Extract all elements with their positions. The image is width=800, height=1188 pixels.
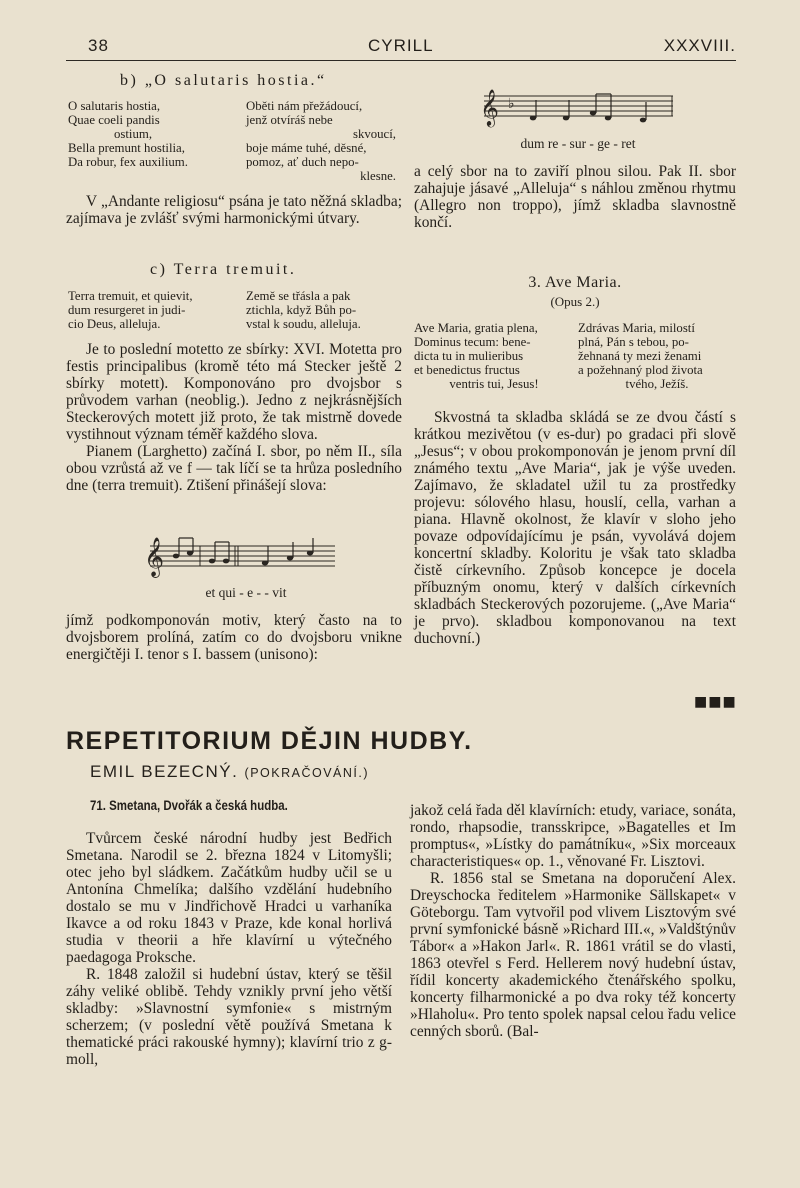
hymn-c-parallel-text [68, 289, 400, 337]
paragraph-alleluja: a celý sbor na to zaviří plnou silou. Pak II. sbor zahajuje jásavé „Alleluja“ s náhlou změnou rhytmu (Allegro non troppo), jímž skladba slavnostně končí. [414, 163, 736, 231]
latin-text-c: Terra tremuit, et quievit, dum resurgeret in judi- cio Deus, alleluja. [68, 289, 193, 331]
music-notation-et-quievit [140, 532, 340, 582]
page-number: 38 [88, 36, 109, 55]
paragraph-andante: V „Andante religiosu“ psána je tato něžná skladba; zajímava je zvlášť svými harmonickými útvary. [66, 193, 402, 227]
paragraph-motetto: Je to poslední motetto ze sbírky: XVI. Motetta pro festis principalibus (kromě této má Stecker ještě 2 sbírky motett). Komponováno pro dvojsbor s průvodem varhan (neoblig.). Jedno z nejkrásnějších Steckerových motett již proto, že tak mistrně dovede vystihnout význam téměř každého slova. Pianem (Larghetto) začíná I. sbor, po něm II., síla obou vzrůstá až ve f — tak líčí se ta hrůza posledního dne (terra tremuit). Ztišení přinášejí slova: [66, 341, 402, 494]
hymn-b-parallel-text [68, 99, 400, 199]
latin-text-ave: Ave Maria, gratia plena, Dominus tecum: bene- dicta tu in mulieribus et benedictus fructus ventris tui, Jesus! [414, 321, 539, 391]
article-title: REPETITORIUM DĚJIN HUDBY. [66, 727, 473, 755]
czech-text-ave: Zdrávas Maria, milostí plná, Pán s tebou, po- žehnaná ty mezi ženami a požehnaný plod života tvého, Ježíš. [578, 321, 703, 391]
article-right-column: jakož celá řada děl klavírních: etudy, variace, sonáta, rondo, rhapsodie, transskripce, »Bagatelles et Im promptus«, »Lístky do památníku«, »Six morceaux characteristiques« op. 1., věnované Fr. Lisztovi. R. 1856 stal se Smetana na doporučení Alex. Dreyschocka ředitelem »Harmonike Sällskapet« v Göteborgu. Tam vytvořil pod vlivem Lisztovým své první symfonické básně »Richard III.«, »Valdštýnův Tábor« a »Hakon Jarl«. R. 1861 vrátil se do vlasti, 1863 otevřel s Ferd. Hellerem nový hudební ústav, řídil koncerty akademického čtenářského spolku, koncerty filharmonické a po dva roky též koncerty »Hlaholu«. Pro tento spolek napsal celou řadu velice cenných sborů. (Bal- [410, 802, 736, 1040]
section-title-c: c) Terra tremuit. [150, 261, 297, 278]
svg-text:𝄞: 𝄞 [480, 88, 499, 126]
latin-text-b: O salutaris hostia, Quae coeli pandis ostium, Bella premunt hostilia, Da robur, fex auxilium. [68, 99, 188, 169]
svg-text:♭: ♭ [508, 96, 515, 112]
journal-title: CYRILL [368, 36, 434, 55]
paragraph-ave-maria: Skvostná ta skladba skládá se ze dvou částí s krátkou mezivětou (v es-dur) po gradaci při slově „Jesus“; v obou prokomponován je jenom první díl známého textu „Ave Maria“, jak je výše uveden. Zajímavo, že skladatel užil tu za prostředky projevu: sólového hlasu, houslí, cella, varhan a piana. Hlavně okolnost, že klavír v sloho jeho povaze odpovídajícímu je psán, vyvolává dojem koncertní skladby. Koloritu je však tato skladba čistě církevního. Způsob koncepce je docela příbuzným onomu, který v dalších církevních skladbách Steckerových pozorujeme. („Ave Maria“ je prvo). skladbou komponovanou na text duchovní.) [414, 409, 736, 647]
page-header [66, 34, 736, 61]
continued-note: (POKRAČOVÁNÍ.) [244, 766, 370, 780]
czech-text-c: Země se třásla a pak ztichla, když Bůh po- vstal k soudu, alleluja. [246, 289, 361, 331]
section-title-b: b) „O salutaris hostia.“ [120, 72, 327, 89]
ave-maria-parallel-text [414, 321, 736, 393]
music-caption-right: dum re - sur - ge - ret [520, 136, 636, 151]
svg-text:𝄞: 𝄞 [144, 537, 165, 577]
music-caption-left: et qui - e - - vit [205, 585, 287, 600]
article-left-column: Tvůrcem české národní hudby jest Bedřich Smetana. Narodil se 2. března 1824 v Litomyšli; otec jeho byl sládkem. Začátkům hudby učil se u Antonína Chmelíka; dalšího vzdělání hudebního dostalo se mu v Jindřichově Hradci u varhaníka Ikavce a od roku 1843 v Praze, kde konal horlivá studia v theorii a hře klavírní u výtečného paedagoga Proksche. R. 1848 založil si hudební ústav, který se těšil záhy veliké oblibě. Tehdy vznikly první jeho větší skladby: »Slavnostní symfonie« s mistrným scherzem; (v poslední větě používá Smetana k thematické práci rakouské hymny); klavírní trio z g-moll, [66, 830, 392, 1068]
opus-number: (Opus 2.) [550, 294, 600, 309]
chapter-heading: 71. Smetana, Dvořák a česká hudba. [90, 797, 288, 813]
article-author: EMIL BEZECNÝ. (POKRAČOVÁNÍ.) [90, 762, 370, 781]
volume-number: XXXVIII. [663, 36, 736, 55]
end-mark: ■■■ [694, 694, 737, 710]
czech-text-b: Oběti nám přežádoucí, jenž otvíráš nebe skvoucí, boje máme tuhé, děsné, pomoz, ať duch nepo- klesne. [246, 99, 396, 183]
paragraph-motif: jímž podkomponován motiv, který často na to dvojsborem prolíná, zatím co do dvojsboru vnikne energičtěji I. tenor s I. bassem (unisono): [66, 612, 402, 663]
music-notation-dum-resurgeret [478, 84, 678, 130]
section-title-ave-maria: 3. Ave Maria. [528, 274, 622, 291]
